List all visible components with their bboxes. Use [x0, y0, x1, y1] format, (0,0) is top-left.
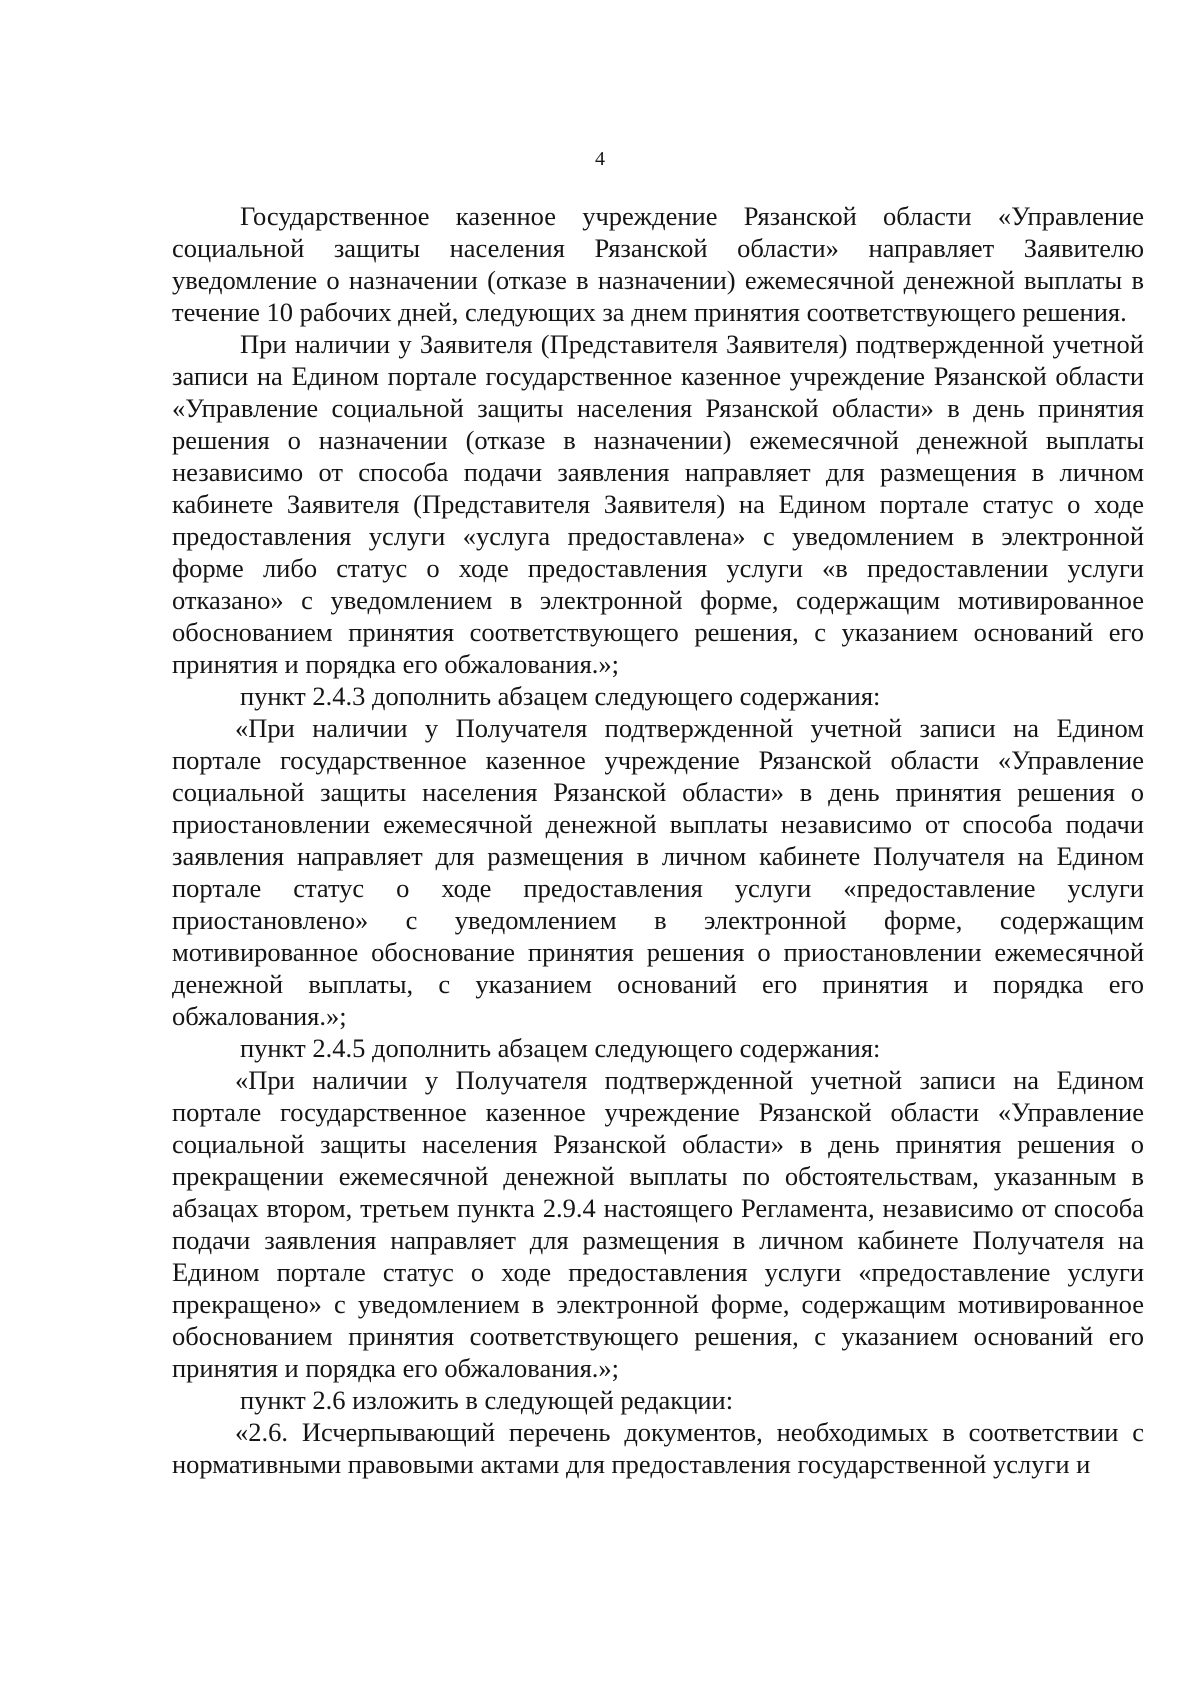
paragraph-2-6-document-list: «2.6. Исчерпывающий перечень документов, необходимых в соответствии с нормативными правовыми актами для предоставления государственной услуги и — [172, 1417, 1144, 1479]
document-body — [172, 200, 1144, 1480]
paragraph-portal-status-suspension: «При наличии у Получателя подтвержденной учетной записи на Едином портале государственное казенное учреждение Рязанской области «Управление социальной защиты населения Рязанской области» в день принятия решения о приостановлении ежемесячной денежной выплаты независимо от способа подачи заявления направляет для размещения в личном кабинете Получателя на Едином портале статус о ходе предоставления услуги «предоставление услуги приостановлено» с уведомлением в электронной форме, содержащим мотивированное обоснование принятия решения о приостановлении ежемесячной денежной выплаты, с указанием оснований его принятия и порядка его обжалования.»; — [172, 713, 1144, 1031]
paragraph-amendment-2-4-5: пункт 2.4.5 дополнить абзацем следующего содержания: — [240, 1033, 881, 1063]
paragraph-amendment-2-4-3: пункт 2.4.3 дополнить абзацем следующего содержания: — [240, 681, 881, 711]
paragraph-portal-status-termination: «При наличии у Получателя подтвержденной учетной записи на Едином портале государственное казенное учреждение Рязанской области «Управление социальной защиты населения Рязанской области» в день принятия решения о прекращении ежемесячной денежной выплаты по обстоятельствам, указанным в абзацах втором, третьем пункта 2.9.4 настоящего Регламента, независимо от способа подачи заявления направляет для размещения в личном кабинете Получателя на Едином портале статус о ходе предоставления услуги «предоставление услуги прекращено» с уведомлением в электронной форме, содержащим мотивированное обоснованием принятия соответствующего решения, с указанием оснований его принятия и порядка его обжалования.»; — [172, 1065, 1144, 1383]
paragraph-amendment-2-6: пункт 2.6 изложить в следующей редакции: — [240, 1385, 734, 1415]
paragraph-notice-deadline: Государственное казенное учреждение Рязанской области «Управление социальной защиты населения Рязанской области» направляет Заявителю уведомление о назначении (отказе в назначении) ежемесячной денежной выплаты в течение 10 рабочих дней, следующих за днем принятия соответствующего решения. — [172, 201, 1144, 327]
paragraph-portal-status-assignment: При наличии у Заявителя (Представителя Заявителя) подтвержденной учетной записи на Едином портале государственное казенное учреждение Рязанской области «Управление социальной защиты населения Рязанской области» в день принятия решения о назначении (отказе в назначении) ежемесячной денежной выплаты независимо от способа подачи заявления направляет для размещения в личном кабинете Заявителя (Представителя Заявителя) на Едином портале статус о ходе предоставления услуги «услуга предоставлена» с уведомлением в электронной форме либо статус о ходе предоставления услуги «в предоставлении услуги отказано» с уведомлением в электронной форме, содержащим мотивированное обоснованием принятия соответствующего решения, с указанием оснований его принятия и порядка его обжалования.»; — [172, 329, 1144, 679]
page-number: 4 — [595, 148, 605, 170]
